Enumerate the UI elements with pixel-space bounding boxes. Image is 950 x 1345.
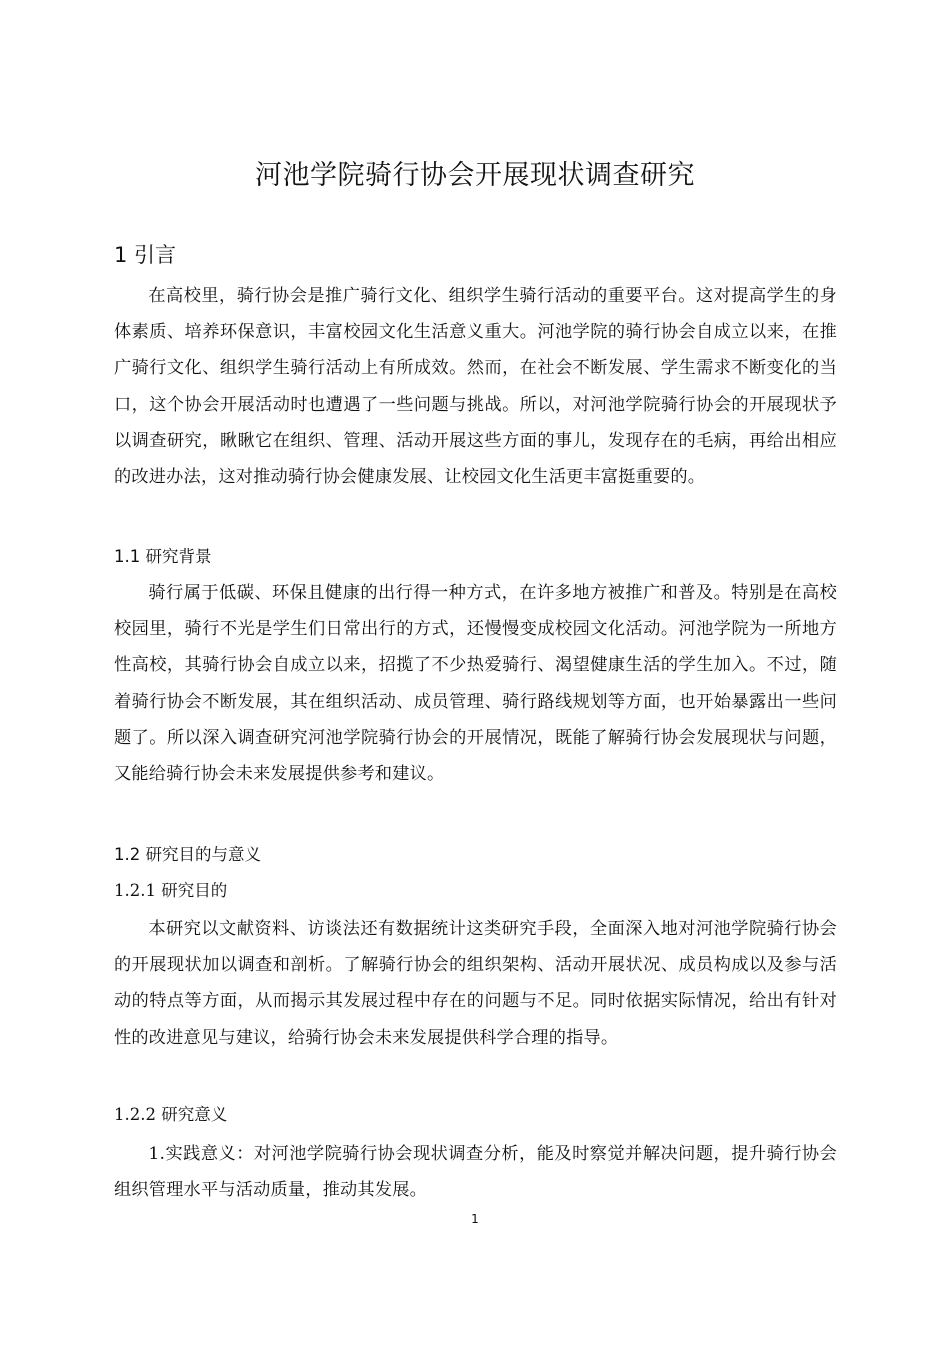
background-heading: 1.1 研究背景: [114, 547, 212, 566]
background-paragraph: 骑行属于低碳、环保且健康的出行得一种方式，在许多地方被推广和普及。特别是在高校校园里，骑行不光是学生们日常出行的方式，还慢慢变成校园文化活动。河池学院为一所地方性高校，其骑行协会自成立以来，招揽了不少热爱骑行、渴望健康生活的学生加入。不过，随着骑行协会不断发展，其在组织活动、成员管理、骑行路线规划等方面，也开始暴露出一些问题了。所以深入调查研究河池学院骑行协会的开展情况，既能了解骑行协会发展现状与问题，又能给骑行协会未来发展提供参考和建议。: [114, 583, 837, 785]
goal-heading: 1.2.1 研究目的: [114, 881, 228, 900]
intro-heading: 1 引言: [114, 243, 177, 267]
significance-heading: 1.2.2 研究意义: [114, 1105, 228, 1124]
purpose-heading: 1.2 研究目的与意义: [114, 845, 261, 864]
goal-paragraph: 本研究以文献资料、访谈法还有数据统计这类研究手段，全面深入地对河池学院骑行协会的开展现状加以调查和剖析。了解骑行协会的组织架构、活动开展状况、成员构成以及参与活动的特点等方面，从而揭示其发展过程中存在的问题与不足。同时依据实际情况，给出有针对性的改进意见与建议，给骑行协会未来发展提供科学合理的指导。: [114, 919, 837, 1048]
practice-paragraph: 1.实践意义：对河池学院骑行协会现状调查分析，能及时察觉并解决问题，提升骑行协会组织管理水平与活动质量，推动其发展。: [114, 1144, 837, 1201]
page-number: 1: [471, 1212, 479, 1226]
page-title: 河池学院骑行协会开展现状调查研究: [255, 160, 695, 191]
intro-paragraph: 在高校里，骑行协会是推广骑行文化、组织学生骑行活动的重要平台。这对提高学生的身体素质、培养环保意识，丰富校园文化生活意义重大。河池学院的骑行协会自成立以来，在推广骑行文化、组织学生骑行活动上有所成效。然而，在社会不断发展、学生需求不断变化的当口，这个协会开展活动时也遭遇了一些问题与挑战。所以，对河池学院骑行协会的开展现状予以调查研究，瞅瞅它在组织、管理、活动开展这些方面的事儿，发现存在的毛病，再给出相应的改进办法，这对推动骑行协会健康发展、让校园文化生活更丰富挺重要的。: [114, 286, 837, 488]
